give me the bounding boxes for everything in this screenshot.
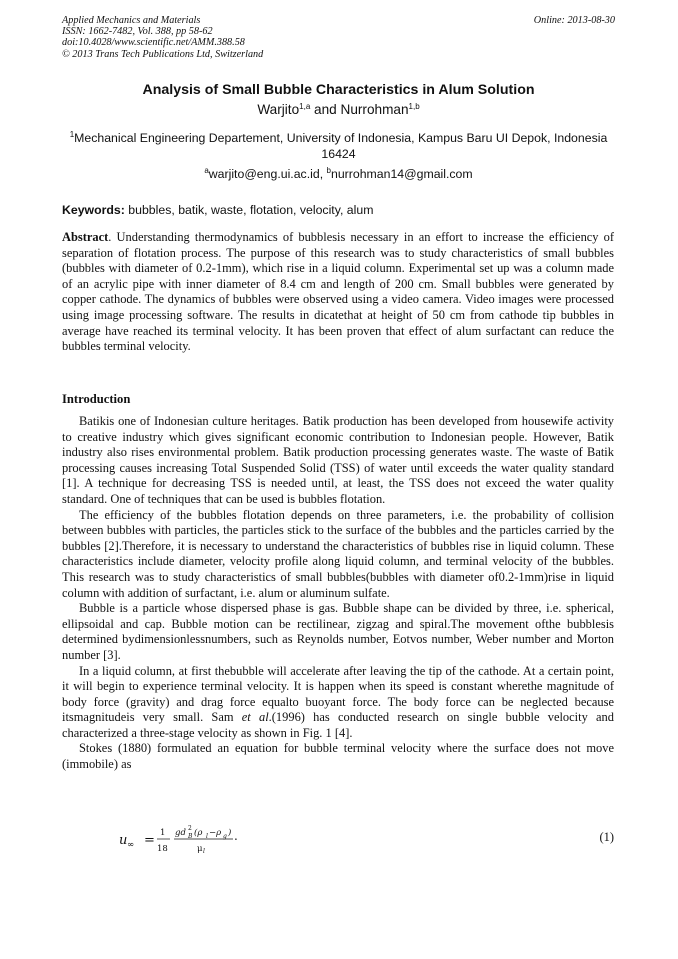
eq-rho1-sub: l — [206, 833, 208, 840]
email-superscript: a — [204, 166, 209, 175]
eq-lhs-sub: ∞ — [127, 840, 135, 850]
eq-den-sub: l — [203, 848, 205, 855]
paragraph-text: In a liquid column, at first thebubble will accelerate after leaving the tip of the cathode. At a certain point, it will begin to experience terminal velocity. It is happen when its speed is constant wherethe magnitude of body force (gravity) and drag force equalto buoyant force. The body force can be neglected because itsmagnitudeis very small. Sam — [62, 663, 614, 725]
abstract-text: . Understanding thermodynamics of bubblesis necessary in an effort to increase the efficiency of separation of flotation process. The purpose of this research was to study characteristics of small bubbles (bubbles with diameter of 0.2-1mm), which rise in a liquid column. Experimental set up was a column made of an acrylic pipe with inner diameter of 8.4 cm and length of 200 cm. Small bubbles were generated by copper cathode. The dynamics of bubbles were observed using a video camera. Video images were processed using image processing software. The results in dicatethat at height of 50 cm from cathode tip bubbles in average have reached its terminal velocity. It has been proven that effect of alum surfactant can reduce the bubbles terminal velocity. — [62, 230, 614, 354]
eq-num-sup: 2 — [188, 825, 192, 832]
equation-formula — [117, 818, 317, 858]
keywords-text: bubbles, batik, waste, flotation, velocity, alum — [124, 203, 374, 217]
paper-title: Analysis of Small Bubble Characteristics in Alum Solution — [142, 82, 535, 98]
journal-name: Applied Mechanics and Materials — [62, 15, 201, 26]
email-link[interactable]: nurrohman14@gmail.com — [330, 167, 473, 181]
section-heading: Introduction — [62, 392, 131, 406]
paragraph — [62, 664, 614, 742]
author-superscript: 1,a — [299, 102, 311, 111]
abstract — [62, 230, 614, 355]
eq-equals: = — [144, 833, 155, 848]
email-link[interactable]: warjito@eng.ui.ac.id, — [208, 167, 327, 181]
affiliation — [62, 131, 615, 162]
eq-num-sub: B — [188, 833, 193, 840]
eq-lhs: u — [119, 833, 128, 848]
equation-1 — [62, 818, 614, 858]
eq-num-rest: (ρ — [194, 828, 203, 838]
paragraph-text: .(1996) has conducted research on single bubble velocity and characterized a three-stage velocity as shown in Fig. 1 [4]. — [62, 710, 614, 740]
eq-frac-den: 18 — [157, 844, 168, 854]
author-conjunction: and — [310, 102, 341, 117]
author-emails — [62, 167, 615, 181]
online-date: Online: 2013-08-30 — [533, 15, 615, 26]
affiliation-postcode: 16424 — [321, 146, 356, 161]
affiliation-line: Mechanical Engineering Departement, University of Indonesia, Kampus Baru UI Depok, Indonesia — [74, 131, 608, 145]
doi-line: doi:10.4028/www.scientific.net/AMM.388.58 — [62, 37, 245, 49]
abstract-label: Abstract — [62, 230, 109, 244]
eq-rho2-sub: g — [223, 833, 227, 840]
eq-period: . — [234, 829, 238, 843]
author-name: Warjito — [257, 102, 300, 117]
email-superscript: b — [326, 166, 331, 175]
affiliation-superscript: 1 — [69, 130, 75, 139]
eq-den: μ — [197, 844, 203, 854]
paragraph: Bubble is a particle whose dispersed phase is gas. Bubble shape can be divided by three, i.e. spherical, ellipsoidal and cap. Bubble motion can be rectilinear, zigzag and spiral.The movement ofthe bubblesis determined bydimensionlessnumbers, such as Reynolds number, Eotvos number, Weber number and Morton number [3]. — [62, 601, 614, 662]
eq-num: gd — [175, 828, 186, 838]
paragraph: Stokes (1880) formulated an equation for bubble terminal velocity where the surface does not move (immobile) as — [62, 741, 614, 772]
copyright-line: © 2013 Trans Tech Publications Ltd, Switzerland — [62, 48, 264, 60]
paragraph: Batikis one of Indonesian culture heritages. Batik production has been developed from housewife activity to creative industry which gives significant economic contribution to Indonesian people. However, Batik industry also rises environmental problem. Batik production processing generates waste. The waste of Batik processing causes increasing Total Suspended Solid (TSS) of water until exceeds the water quality standard [1]. A technique for decreasing TSS is needed until, at least, the TSS does not exceed the water quality standard. One of techniques that can be used is bubbles flotation. — [62, 414, 614, 506]
et-al: et al — [241, 710, 269, 725]
eq-minus: −ρ — [209, 828, 222, 838]
journal-header — [62, 15, 615, 60]
keywords-label: Keywords: — [62, 203, 125, 217]
issn-line: ISSN: 1662-7482, Vol. 388, pp 58-62 — [62, 26, 213, 38]
introduction-body — [62, 414, 614, 773]
paragraph: The efficiency of the bubbles flotation depends on three parameters, i.e. the probability of collision between bubbles with particles, the particles stick to the surface of the bubbles and the particles carried by the bubbles [2].Therefore, it is necessary to understand the characteristics of bubbles rise in liquid column. These characteristics include diameter, velocity profile along liquid column, and terminal velocity of the bubbles. This research was to study characteristics of small bubbles(bubbles with diameter of0.2-1mm)rise in liquid column with addition of surfactant, i.e. alum or aluminum sulfate. — [62, 507, 614, 600]
equation-number: (1) — [599, 830, 614, 844]
eq-close: ) — [228, 828, 232, 838]
author-name: Nurrohman — [340, 102, 409, 117]
author-superscript: 1,b — [408, 102, 420, 111]
eq-frac-num: 1 — [160, 828, 166, 838]
keywords — [62, 203, 373, 217]
author-line — [62, 102, 615, 117]
